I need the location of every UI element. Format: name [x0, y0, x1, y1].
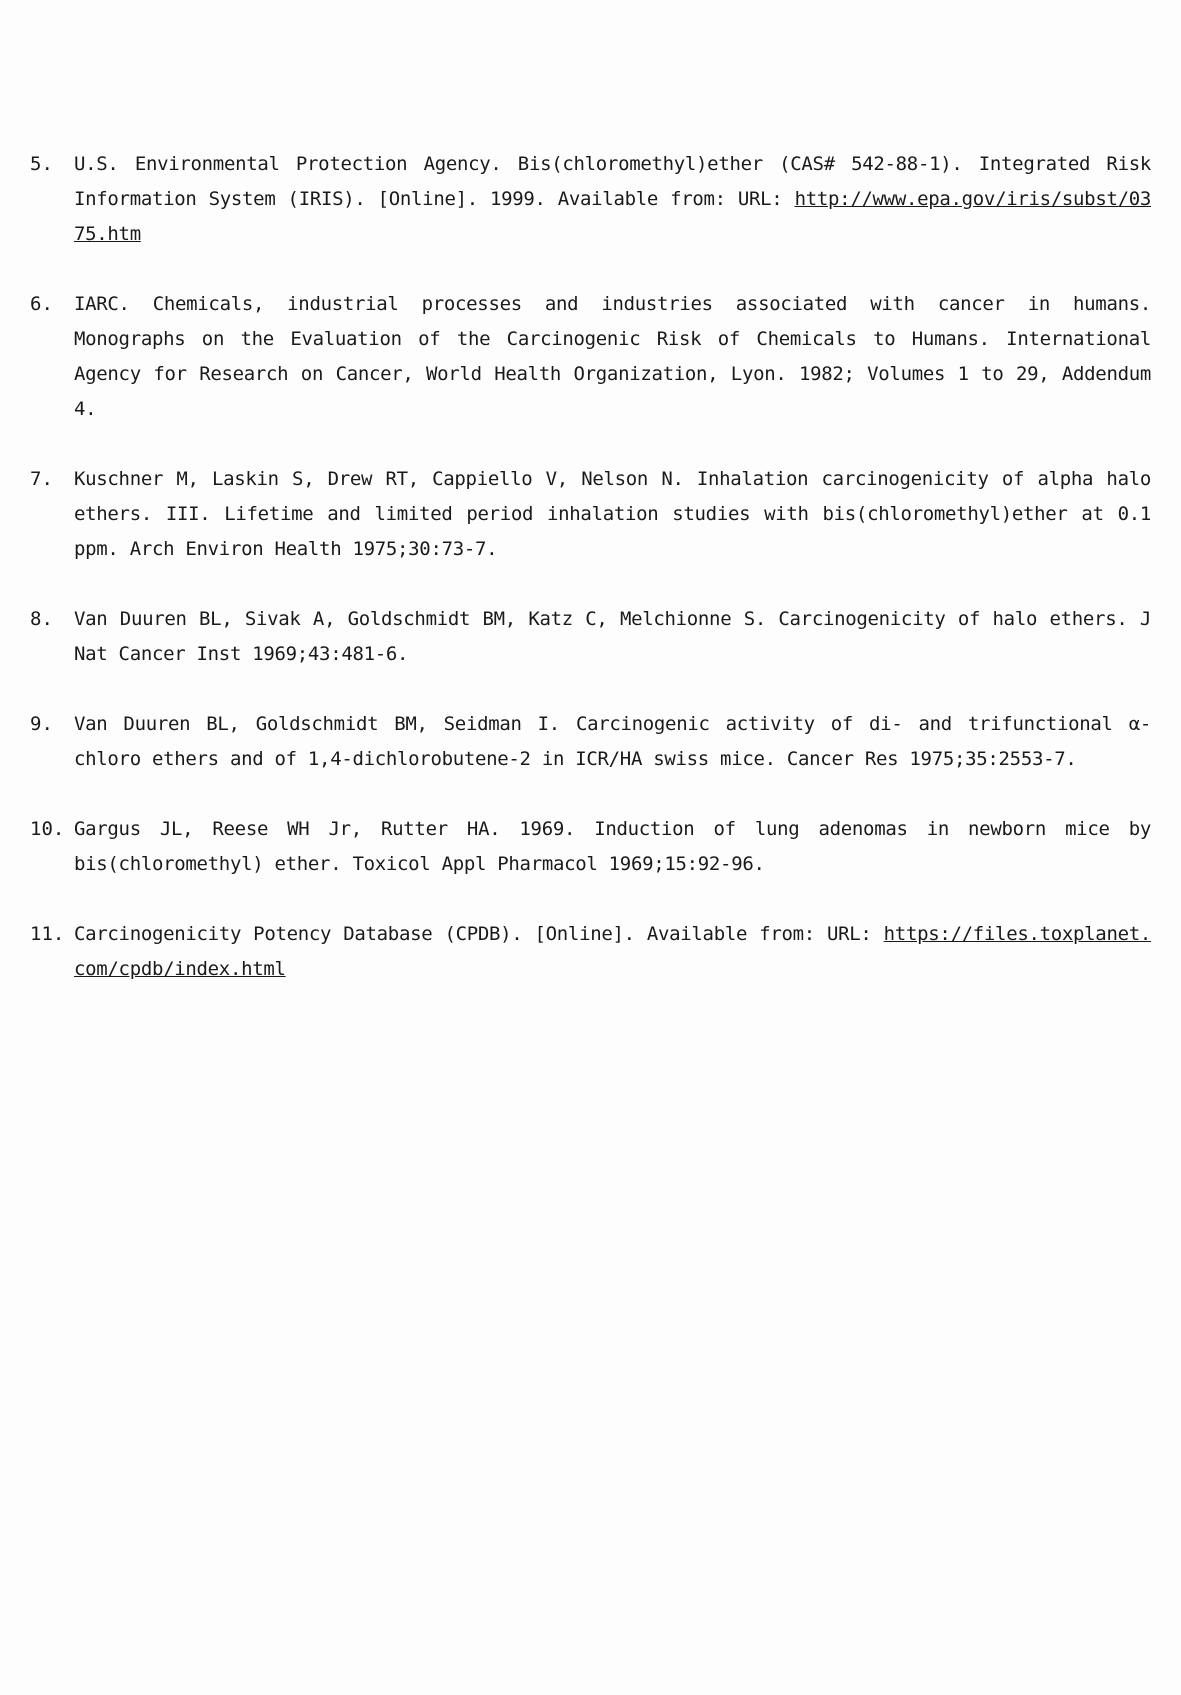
reference-citation: Kuschner M, Laskin S, Drew RT, Cappiello V, Nelson N. Inhalation carcinogenicity of alpha halo ethers. III. Lifetime and limited period inhalation studies with bis(chloromethyl)ether at 0.1 ppm. Arch Environ Health 1975;30:73-7.	[74, 468, 1151, 560]
reference-text	[74, 812, 1151, 882]
reference-text	[74, 287, 1151, 427]
reference-text	[74, 462, 1151, 567]
reference-number: 10.	[30, 818, 65, 840]
reference-item	[30, 462, 1151, 567]
reference-list	[30, 147, 1151, 1022]
reference-text	[74, 707, 1151, 777]
reference-link[interactable]: https://files.toxplanet.com/cpdb/index.html	[74, 923, 1152, 980]
reference-text	[74, 917, 1151, 987]
reference-item	[30, 812, 1151, 882]
reference-item	[30, 147, 1151, 252]
reference-citation: Van Duuren BL, Sivak A, Goldschmidt BM, Katz C, Melchionne S. Carcinogenicity of halo ethers. J Nat Cancer Inst 1969;43:481-6.	[74, 608, 1151, 665]
reference-item	[30, 287, 1151, 427]
reference-number: 9.	[30, 713, 53, 735]
reference-citation: Van Duuren BL, Goldschmidt BM, Seidman I. Carcinogenic activity of di- and trifunctional α-chloro ethers and of 1,4-dichlorobutene-2 in ICR/HA swiss mice. Cancer Res 1975;35:2553-7.	[74, 713, 1151, 770]
reference-citation: Gargus JL, Reese WH Jr, Rutter HA. 1969. Induction of lung adenomas in newborn mice by bis(chloromethyl) ether. Toxicol Appl Pharmacol 1969;15:92-96.	[74, 818, 1151, 875]
reference-link[interactable]: http://www.epa.gov/iris/subst/0375.htm	[74, 188, 1152, 245]
reference-item	[30, 917, 1151, 987]
reference-citation: U.S. Environmental Protection Agency. Bis(chloromethyl)ether (CAS# 542-88-1). Integrated Risk Information System (IRIS). [Online]. 1999. Available from: URL:	[74, 153, 1151, 210]
reference-number: 11.	[30, 923, 65, 945]
reference-item	[30, 707, 1151, 777]
reference-citation: IARC. Chemicals, industrial processes and industries associated with cancer in humans. Monographs on the Evaluation of the Carcinogenic Risk of Chemicals to Humans. International Agency for Research on Cancer, World Health Organization, Lyon. 1982; Volumes 1 to 29, Addendum 4.	[74, 293, 1151, 420]
reference-citation: Carcinogenicity Potency Database (CPDB). [Online]. Available from: URL:	[74, 923, 872, 945]
reference-number: 7.	[30, 468, 53, 490]
reference-number: 8.	[30, 608, 53, 630]
reference-item	[30, 602, 1151, 672]
reference-text	[74, 602, 1151, 672]
reference-number: 6.	[30, 293, 53, 315]
reference-text	[74, 147, 1151, 252]
reference-number: 5.	[30, 153, 53, 175]
